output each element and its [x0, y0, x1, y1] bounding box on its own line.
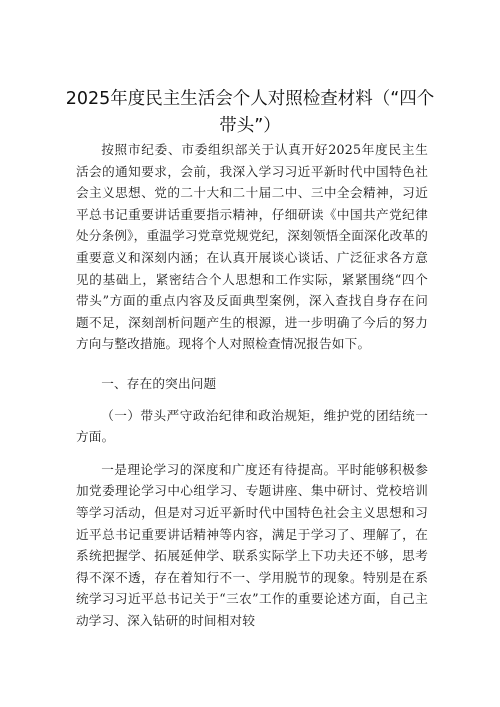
intro-paragraph: 按照市纪委、市委组织部关于认真开好2025年度民主生活会的通知要求，会前，我深入学习习近平新时代中国特色社会主义思想、党的二十大和二十届二中、三中全会精神，习近平总书记重要讲话重要指示精神，仔细研读《中国共产党纪律处分条例》，重温学习党章党规党纪，深刻领悟全面深化改革的重要意义和深刻内涵；在认真开展谈心谈话、广泛征求各方意见的基础上，紧密结合个人思想和工作实际，紧紧围绕“四个带头”方面的重点内容及反面典型案例，深入查找自身存在问题不足，深刻剖析问题产生的根源，进一步明确了今后的努力方向与整改措施。现将个人对照检查情况报告如下。	[76, 142, 428, 352]
point-paragraph: 一是理论学习的深度和广度还有待提高。平时能够积极参加党委理论学习中心组学习、专题讲座、集中研讨、党校培训等学习活动，但是对习近平新时代中国特色社会主义思想和习近平总书记重要讲话精神等内容，满足于学习了、理解了，在系统把握学、拓展延伸学、联系实际学上下功夫还不够，思考得不深不透，存在着知行不一、学用脱节的现象。特别是在系统学习习近平总书记关于“三农”工作的重要论述方面，自己主动学习、深入钻研的时间相对较	[76, 461, 428, 628]
section-heading: 一、存在的突出问题	[101, 375, 217, 391]
subsection-heading: （一）带头严守政治纪律和政治规矩，维护党的团结统一方面。	[76, 407, 428, 445]
document-title: 2025年度民主生活会个人对照检查材料（“四个带头”）	[65, 89, 435, 136]
document-body	[76, 139, 428, 631]
